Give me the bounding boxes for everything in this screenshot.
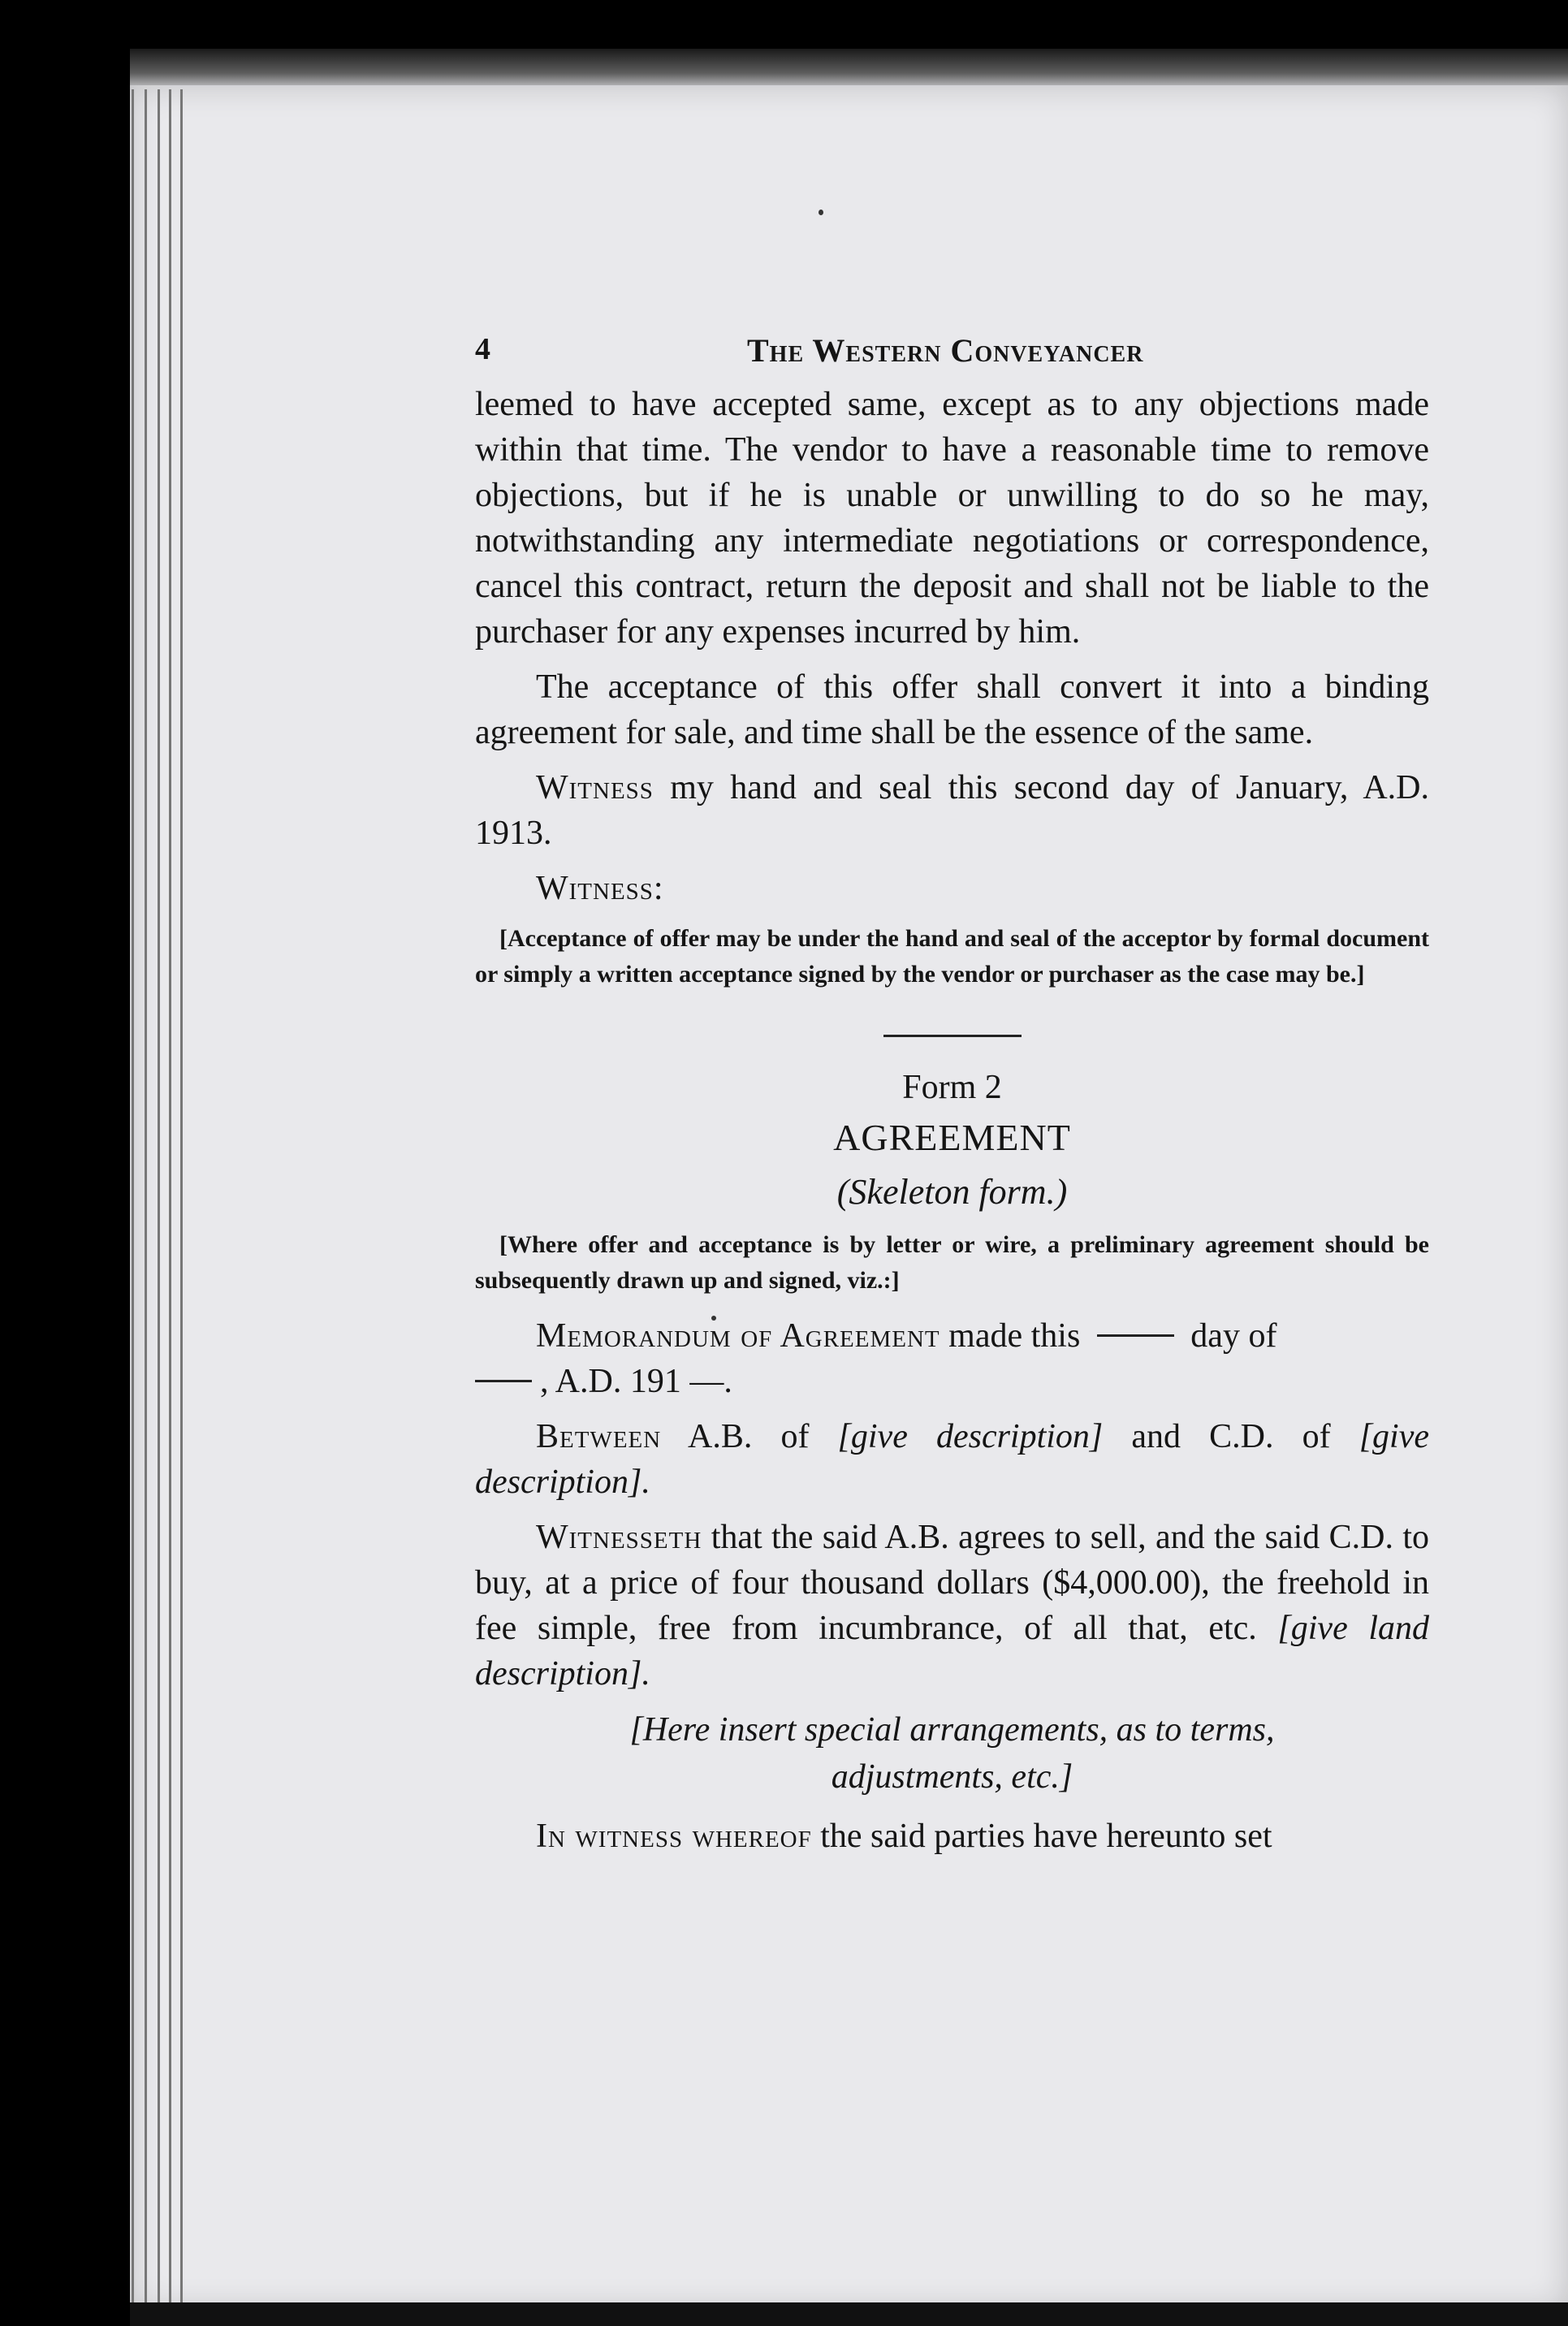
edge-line — [132, 89, 134, 2307]
memorandum-lead: Memorandum of Agreement — [536, 1317, 940, 1355]
page-number: 4 — [475, 332, 490, 366]
between-description: [give description]. — [475, 1418, 1429, 1501]
edge-line — [145, 89, 147, 2307]
witness-lead: Witness — [536, 769, 654, 806]
form-title: Form 2 — [902, 1069, 1002, 1106]
insert-instruction — [475, 1706, 1429, 1801]
page-top-edge — [130, 49, 1568, 89]
memorandum-tail: day of — [1190, 1317, 1277, 1355]
instruction-line: adjustments, etc.] — [831, 1758, 1073, 1796]
between-description: [give description] — [837, 1418, 1104, 1455]
page-header — [475, 325, 1429, 382]
page-text — [475, 325, 1429, 1869]
blank-line — [1097, 1334, 1174, 1337]
land-description: [give land description]. — [475, 1610, 1429, 1693]
page-bottom-edge — [130, 2302, 1568, 2326]
form-subtitle: AGREEMENT — [833, 1117, 1071, 1158]
in-witness-text: the said parties have hereunto set — [820, 1818, 1272, 1855]
blank-line — [475, 1380, 532, 1382]
witnesseth-clause — [475, 1515, 1429, 1697]
memorandum-date: , A.D. 191 —. — [540, 1363, 732, 1400]
preliminary-note: [Where offer and acceptance is by letter or wire, a preliminary agreement should be subsequently drawn up and signed, viz.:] — [475, 1231, 1429, 1294]
skeleton-form-label: (Skeleton form.) — [836, 1172, 1068, 1212]
edge-line — [158, 89, 160, 2307]
memorandum-text: made this — [948, 1317, 1081, 1355]
section-divider — [883, 1035, 1022, 1037]
memorandum-clause — [475, 1313, 1429, 1404]
edge-line — [180, 89, 183, 2307]
in-witness-lead: In witness whereof — [536, 1818, 812, 1855]
witness-signature-label: Witness: — [536, 870, 664, 907]
instruction-line: [Here insert special arrangements, as to terms, — [629, 1711, 1275, 1749]
witnesseth-text: that the said A.B. agrees to sell, and the said C.D. to buy, at a price of four thousand dollars ($4,000.00), the freehold in fee simple, free from incumbrance, of all that, etc. — [475, 1519, 1430, 1647]
ink-speck — [819, 210, 823, 215]
paragraph: The acceptance of this offer shall convert it into a binding agreement for sale, and time shall be the essence of the same. — [475, 668, 1429, 751]
witness-clause — [475, 765, 1429, 856]
between-lead: Between — [536, 1418, 662, 1455]
in-witness-clause — [475, 1814, 1429, 1859]
witnesseth-lead: Witnesseth — [536, 1519, 702, 1556]
book-page-edges — [122, 89, 195, 2307]
paragraph: leemed to have accepted same, except as to any objections made within that time. The vendor to have a reasonable time to remove objections, but if he is unable or unwilling to do so he may, notwithstanding any intermediate negotiations or correspondence, cancel this contract, return the deposit and shall not be liable to the purchaser for any expenses incurred by him. — [475, 386, 1429, 651]
between-text: and C.D. of — [1131, 1418, 1331, 1455]
witness-text: my hand and seal this second day of January, A.D. 1913. — [475, 769, 1430, 852]
edge-line — [169, 89, 171, 2307]
between-clause — [475, 1414, 1429, 1505]
running-head: The Western Conveyancer — [747, 332, 1144, 369]
between-text: A.B. of — [687, 1418, 810, 1455]
acceptance-note: [Acceptance of offer may be under the hand and seal of the acceptor by formal document or simply a written acceptance signed by the vendor or purchaser as the case may be.] — [475, 925, 1429, 988]
